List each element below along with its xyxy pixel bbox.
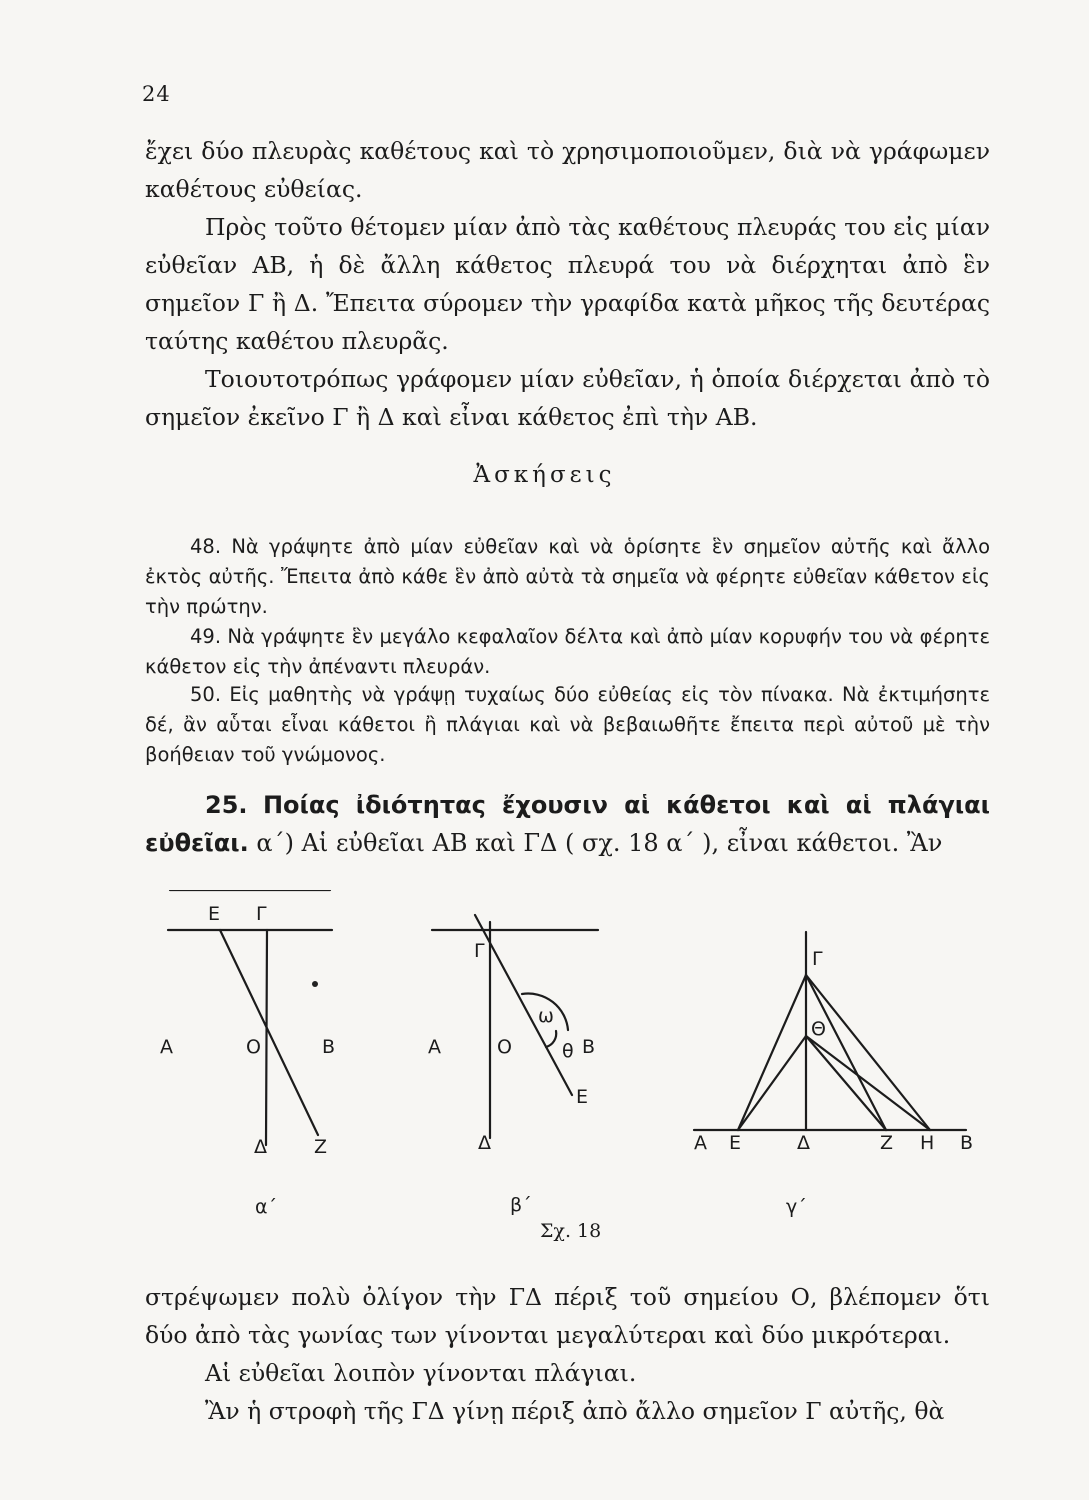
fig-a-line-ez — [220, 930, 318, 1135]
paragraph-result: Τοιουτοτρόπως γράφομεν μίαν εὐθεῖαν, ἡ ὁποία διέρχεται ἀπὸ τὸ σημεῖον ἐκεῖνο Γ ἢ Δ καὶ εἶναι κάθετος ἐπὶ τὴν ΑΒ. — [145, 365, 990, 431]
exercises-heading: Ἀσκήσεις — [473, 462, 616, 488]
fig-b-label-omega: ω — [538, 1005, 554, 1027]
exercise-number: 48. — [190, 535, 222, 558]
fig-a-label-b: Β — [322, 1036, 336, 1058]
figure-caption: Σχ. 18 — [540, 1220, 602, 1242]
exercise-49 — [145, 622, 990, 682]
fig-a-label-g: Γ — [256, 903, 267, 925]
fig-b-label-theta: θ — [562, 1040, 574, 1062]
fig-b-label-b: Β — [582, 1036, 596, 1058]
fig-a-label-d: Δ — [254, 1136, 267, 1158]
fig-b-angle-theta — [546, 1031, 556, 1047]
exercise-number: 49. — [190, 625, 222, 648]
paragraph-other-point: Ἂν ἡ στροφὴ τῆς ΓΔ γίνῃ πέριξ ἀπὸ ἄλλο σημεῖον Γ αὐτῆς, θὰ — [205, 1397, 945, 1425]
fig-b-label-g: Γ — [474, 940, 485, 962]
fig-c-label-h: Η — [920, 1132, 935, 1154]
fig-c-line-thh — [806, 1036, 930, 1130]
paragraph-method: Πρὸς τοῦτο θέτομεν μίαν ἀπὸ τὰς καθέτους πλευράς του εἰς μίαν εὐθεῖαν ΑΒ, ἡ δὲ ἄλλη κάθετος πλευρά του νὰ διέρχηται ἀπὸ ἓν σημεῖον Γ ἢ Δ. Ἔπειτα σύρομεν τὴν γραφίδα κατὰ μῆκος τῆς δευτέρας ταύτης καθέτου πλευρᾶς. — [145, 213, 990, 355]
fig-c-label-theta: Θ — [811, 1018, 826, 1040]
fig-c-label-e: Ε — [729, 1132, 742, 1154]
fig-a-label-o: Ο — [246, 1036, 261, 1058]
paragraph-rotation: στρέψωμεν πολὺ ὀλίγον τὴν ΓΔ πέριξ τοῦ σημείου Ο, βλέπομεν ὅτι δύο ἀπὸ τὰς γωνίας των γίνονται μεγαλύτεραι καὶ δύο μικρότεραι. — [145, 1283, 990, 1349]
fig-c-line-ge — [738, 975, 806, 1130]
fig-c-label-a: Α — [694, 1132, 707, 1154]
exercise-number: 50. — [190, 683, 222, 706]
section-title: Ποίας ἰδιότητας ἔχουσιν αἱ κάθετοι καὶ αἱ πλάγιαι εὐθεῖαι. — [145, 791, 990, 857]
fig-c-sublabel: γ΄ — [786, 1196, 807, 1218]
fig-a-label-e: Ε — [208, 903, 221, 925]
fig-c-label-g: Γ — [812, 948, 823, 970]
paragraph-intro: ἔχει δύο πλευρὰς καθέτους καὶ τὸ χρησιμοποιοῦμεν, διὰ νὰ γράφωμεν καθέτους εὐθείας. — [145, 137, 990, 203]
fig-b-label-a: Α — [428, 1036, 441, 1058]
exercise-48 — [145, 532, 990, 622]
exercise-text: Νὰ γράψητε ἀπὸ μίαν εὐθεῖαν καὶ νὰ ὁρίσητε ἓν σημεῖον αὐτῆς καὶ ἄλλο ἐκτὸς αὐτῆς. Ἔπειτα ἀπὸ κάθε ἓν ἀπὸ αὐτὰ τὰ σημεῖα νὰ φέρητε εὐθεῖαν κάθετον εἰς τὴν πρώτην. — [145, 535, 990, 618]
fig-c-label-b: Β — [960, 1132, 974, 1154]
fig-b-label-d: Δ — [478, 1132, 491, 1154]
fig-a-label-z: Ζ — [314, 1136, 328, 1158]
paragraph-oblique: Αἱ εὐθεῖαι λοιπὸν γίνονται πλάγιαι. — [205, 1359, 637, 1387]
fig-a-line-gd — [266, 930, 267, 1145]
page-number: 24 — [142, 82, 171, 106]
section-25 — [145, 786, 990, 862]
fig-c-label-z: Ζ — [880, 1132, 894, 1154]
fig-c-label-d: Δ — [797, 1132, 810, 1154]
fig-b-label-e: Ε — [576, 1086, 589, 1108]
fig-a-point — [312, 981, 318, 987]
fig-a-label-a: Α — [160, 1036, 173, 1058]
fig-c-line-gh — [806, 975, 930, 1130]
fig-b-sublabel: β΄ — [510, 1194, 532, 1216]
section-text: α΄) Αἱ εὐθεῖαι ΑΒ καὶ ΓΔ ( σχ. 18 α΄ ), εἶναι κάθετοι. Ἂν — [256, 829, 943, 857]
fig-c-line-gz — [806, 975, 886, 1130]
fig-a-sublabel: α΄ — [255, 1196, 278, 1218]
section-number: 25. — [205, 791, 248, 819]
exercise-50 — [145, 680, 990, 770]
exercise-text: Νὰ γράψητε ἓν μεγάλο κεφαλαῖον δέλτα καὶ ἀπὸ μίαν κορυφήν του νὰ φέρητε κάθετον εἰς τὴν ἀπέναντι πλευράν. — [145, 625, 990, 678]
exercise-text: Εἰς μαθητὴς νὰ γράψῃ τυχαίως δύο εὐθείας εἰς τὸν πίνακα. Νὰ ἐκτιμήσητε δέ, ἂν αὗται εἶναι κάθετοι ἢ πλάγιαι καὶ νὰ βεβαιωθῆτε ἔπειτα περὶ αὐτοῦ μὲ τὴν βοήθειαν τοῦ γνώμονος. — [145, 683, 990, 766]
fig-c-line-thz — [806, 1036, 886, 1130]
fig-b-label-o: Ο — [497, 1036, 512, 1058]
